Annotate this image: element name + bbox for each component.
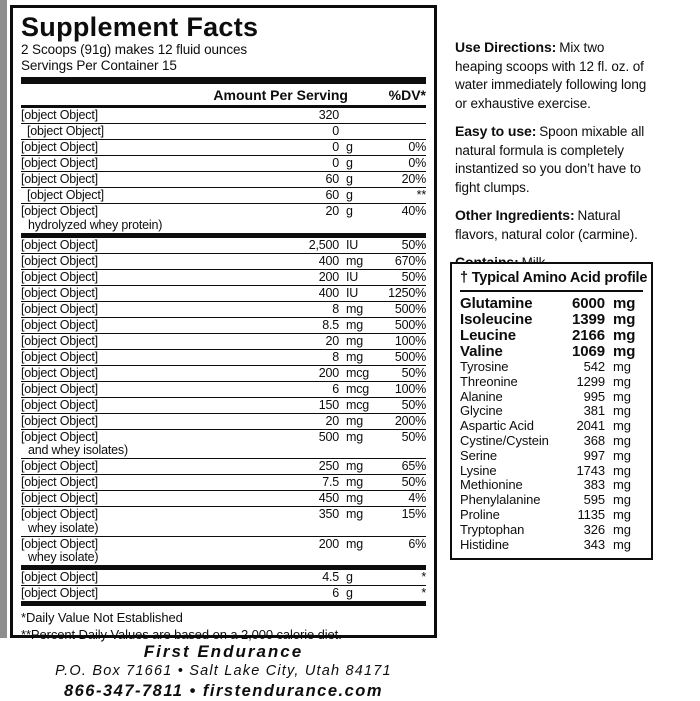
- amino-acid-row: [460, 360, 643, 375]
- brand-address: P.O. Box 71661 • Salt Lake City, Utah 84171: [55, 663, 392, 679]
- nutrient-name: [object Object] whey isolate): [21, 507, 99, 535]
- nutrient-amount: 8: [332, 301, 339, 316]
- nutrient-name: [object Object]: [27, 188, 104, 202]
- nutrient-unit: g: [346, 156, 353, 170]
- nutrient-amount: 200: [318, 365, 339, 380]
- nutrient-name: [object Object]: [21, 397, 98, 412]
- column-header-amount: Amount Per Serving: [213, 87, 348, 103]
- brand-contact: 866-347-7811 • firstendurance.com: [63, 682, 384, 700]
- nutrient-amount: 60: [325, 188, 339, 202]
- nutrient-amount: 20: [325, 413, 339, 428]
- nutrient-row: [21, 397, 426, 413]
- amino-acid-name: Proline: [460, 506, 500, 522]
- amino-acid-row: [460, 390, 643, 405]
- nutrient-name: [object Object]: [21, 301, 98, 316]
- nutrient-amount: 150: [318, 397, 339, 412]
- amino-acid-row: [460, 419, 643, 434]
- nutrient-name: [object Object] and whey isolates): [21, 429, 128, 457]
- info-paragraph: [455, 38, 653, 113]
- amino-acid-name: Serine: [460, 447, 497, 463]
- amino-acid-unit: mg: [613, 536, 631, 552]
- amino-acid-amount: 997: [583, 447, 605, 463]
- nutrient-dv: 4%: [408, 491, 426, 505]
- amino-acid-row: [460, 538, 643, 553]
- nutrient-dv: *: [421, 570, 426, 584]
- nutrient-dv: 0%: [408, 140, 426, 154]
- nutrient-row: [21, 536, 426, 566]
- nutrient-name: [object Object]: [21, 108, 98, 122]
- nutrient-row: [21, 171, 426, 187]
- nutrient-dv: 500%: [394, 301, 426, 316]
- amino-acid-unit: mg: [613, 359, 631, 374]
- amino-acid-unit: mg: [613, 418, 631, 434]
- nutrient-name: [object Object]: [21, 253, 98, 268]
- nutrient-amount: 6: [332, 381, 339, 396]
- nutrient-row: [21, 108, 426, 123]
- nutrient-unit: mcg: [346, 365, 370, 380]
- amino-acid-row: [460, 404, 643, 419]
- nutrient-row: [21, 490, 426, 506]
- nutrient-row: [21, 123, 426, 139]
- nutrient-row: [21, 458, 426, 474]
- amino-acid-unit: mg: [613, 521, 631, 537]
- nutrient-name: [object Object]: [21, 156, 98, 170]
- amino-acid-table: [460, 296, 643, 552]
- amino-acid-row: [460, 296, 643, 312]
- nutrient-dv: 100%: [394, 381, 426, 396]
- nutrient-unit: mg: [346, 317, 363, 332]
- amino-acid-name: Aspartic Acid: [460, 418, 534, 434]
- amino-acid-name: Alanine: [460, 388, 503, 404]
- nutrient-dv: 50%: [401, 237, 426, 252]
- amino-acid-amount: 1135: [577, 506, 605, 522]
- nutrient-amount: 200: [318, 536, 339, 551]
- brand-name: First Endurance: [143, 642, 304, 661]
- nutrient-row: [21, 565, 426, 585]
- nutrient-name: [object Object]: [21, 349, 98, 364]
- nutrient-amount: 250: [318, 459, 339, 473]
- nutrient-amount: 400: [318, 253, 339, 268]
- nutrient-name: [object Object]: [21, 237, 98, 252]
- amino-acid-row: [460, 478, 643, 493]
- amino-acid-name: Histidine: [460, 536, 509, 552]
- nutrient-dv: 65%: [401, 459, 426, 473]
- nutrient-unit: g: [346, 172, 353, 186]
- footer: [10, 642, 437, 701]
- footnote-calorie-diet: **Percent Daily Values are based on a 2,000 calorie diet.: [21, 627, 342, 642]
- nutrient-row: [21, 203, 426, 233]
- nutrient-name: [object Object]: [21, 285, 98, 300]
- nutrient-name: [object Object]: [21, 365, 98, 380]
- footnote-dv-not-established: *Daily Value Not Established: [21, 610, 183, 625]
- nutrient-row: [21, 285, 426, 301]
- nutrient-unit: mg: [346, 413, 363, 428]
- nutrient-unit: g: [346, 140, 353, 154]
- nutrient-row: [21, 429, 426, 459]
- nutrient-amount: 60: [325, 172, 339, 186]
- nutrient-name: [object Object]: [21, 570, 98, 584]
- nutrient-row: [21, 301, 426, 317]
- nutrient-unit: g: [346, 204, 353, 218]
- amino-acid-unit: mg: [613, 327, 636, 344]
- amino-acid-amount: 542: [583, 359, 605, 374]
- nutrient-unit: mg: [346, 536, 363, 551]
- amino-acid-unit: mg: [613, 506, 631, 522]
- nutrient-amount: 350: [318, 507, 339, 521]
- amino-acid-row: [460, 464, 643, 479]
- amino-acid-name: Cystine/Cystein: [460, 432, 549, 448]
- nutrient-dv: 100%: [394, 333, 426, 348]
- amino-acid-name: Glutamine: [460, 295, 533, 312]
- amino-acid-row: [460, 449, 643, 464]
- amino-acid-unit: mg: [613, 477, 631, 493]
- nutrient-row: [21, 585, 426, 601]
- nutrient-unit: mg: [346, 349, 363, 364]
- table-column-headers: [21, 84, 426, 105]
- amino-acid-row: [460, 508, 643, 523]
- nutrient-unit: g: [346, 586, 353, 600]
- paragraph-lead: Easy to use:: [455, 123, 537, 139]
- nutrient-unit: mcg: [346, 381, 370, 396]
- info-paragraph: [455, 122, 653, 197]
- nutrient-table: [21, 108, 426, 601]
- nutrient-dv: 200%: [394, 413, 426, 428]
- amino-acid-name: Valine: [460, 343, 503, 360]
- nutrient-dv: 500%: [394, 317, 426, 332]
- amino-acid-unit: mg: [613, 447, 631, 463]
- nutrient-row: [21, 139, 426, 155]
- nutrient-row: [21, 381, 426, 397]
- amino-acid-row: [460, 344, 643, 360]
- amino-acid-amount: 1743: [576, 462, 605, 478]
- supplement-facts-panel: [10, 5, 437, 642]
- amino-acid-unit: mg: [613, 492, 631, 508]
- nutrient-unit: mcg: [346, 397, 370, 412]
- nutrient-unit: mg: [346, 429, 363, 444]
- amino-acid-amount: 6000: [572, 295, 605, 312]
- amino-acid-name: Threonine: [460, 373, 518, 389]
- nutrient-name: [object Object]: [21, 172, 98, 186]
- amino-acid-unit: mg: [613, 373, 631, 389]
- amino-acid-name: Isoleucine: [460, 311, 533, 328]
- footnotes: [21, 601, 426, 643]
- nutrient-amount: 2,500: [308, 237, 339, 252]
- nutrient-row: [21, 365, 426, 381]
- nutrient-unit: mg: [346, 253, 363, 268]
- nutrient-unit: mg: [346, 491, 363, 505]
- amino-acid-amount: 2166: [572, 327, 605, 344]
- paragraph-text: Natural flavors, natural color (carmine).: [455, 208, 638, 242]
- nutrient-unit: IU: [346, 285, 359, 300]
- nutrient-unit: mg: [346, 459, 363, 473]
- amino-acid-row: [460, 493, 643, 508]
- nutrient-amount: 450: [318, 491, 339, 505]
- nutrient-unit: IU: [346, 237, 359, 252]
- section-divider-bar: [21, 77, 426, 84]
- nutrient-dv: 50%: [401, 475, 426, 489]
- nutrient-row: [21, 506, 426, 536]
- nutrient-dv: 500%: [394, 349, 426, 364]
- nutrient-unit: g: [346, 188, 353, 202]
- nutrient-amount: 4.5: [322, 570, 339, 584]
- nutrient-dv: 0%: [408, 156, 426, 170]
- nutrient-name: [object Object]: [21, 269, 98, 284]
- amino-acid-name: Phenylalanine: [460, 492, 541, 508]
- nutrient-name: [object Object] hydrolyzed whey protein): [21, 204, 163, 232]
- nutrient-name: [object Object]: [21, 413, 98, 428]
- nutrient-dv: 40%: [401, 204, 426, 218]
- nutrient-dv: 6%: [408, 536, 426, 551]
- nutrient-amount: 8.5: [322, 317, 339, 332]
- amino-acid-name: Lysine: [460, 462, 497, 478]
- paragraph-lead: Use Directions:: [455, 39, 557, 55]
- amino-acid-name: Glycine: [460, 403, 503, 419]
- nutrient-dv: **: [416, 188, 426, 202]
- amino-acid-name: Tyrosine: [460, 359, 509, 374]
- amino-acid-unit: mg: [613, 432, 631, 448]
- nutrient-amount: 6: [332, 586, 339, 600]
- nutrient-dv: 15%: [401, 507, 426, 521]
- serving-size-line: 2 Scoops (91g) makes 12 fluid ounces: [21, 42, 248, 57]
- amino-acid-row: [460, 434, 643, 449]
- amino-acid-name: Leucine: [460, 327, 516, 344]
- amino-acid-amount: 368: [583, 432, 605, 448]
- nutrient-row: [21, 187, 426, 203]
- nutrient-amount: 20: [325, 333, 339, 348]
- amino-acid-unit: mg: [613, 343, 636, 360]
- nutrient-row: [21, 349, 426, 365]
- nutrient-row: [21, 269, 426, 285]
- amino-acid-profile-box: [450, 262, 653, 560]
- nutrient-name: [object Object]: [21, 475, 98, 489]
- nutrient-name: [object Object]: [21, 381, 98, 396]
- amino-acid-row: [460, 375, 643, 390]
- nutrient-unit: g: [346, 570, 353, 584]
- nutrient-name: [object Object]: [21, 459, 98, 473]
- amino-acid-amount: 383: [583, 477, 605, 493]
- nutrient-dv: 50%: [401, 365, 426, 380]
- paragraph-text: Spoon mixable all natural formula is completely instantized so you don’t have to fight clumps.: [455, 124, 645, 195]
- amino-acid-row: [460, 312, 643, 328]
- nutrient-name: [object Object]: [27, 124, 104, 138]
- nutrient-row: [21, 333, 426, 349]
- nutrient-unit: mg: [346, 301, 363, 316]
- nutrient-unit: mg: [346, 333, 363, 348]
- nutrient-row: [21, 474, 426, 490]
- amino-acid-unit: mg: [613, 403, 631, 419]
- nutrient-row: [21, 317, 426, 333]
- nutrient-dv: 50%: [401, 269, 426, 284]
- nutrient-row: [21, 253, 426, 269]
- nutrient-dv: 670%: [394, 253, 426, 268]
- nutrient-name: [object Object]: [21, 491, 98, 505]
- nutrient-amount: 0: [332, 124, 339, 138]
- amino-acid-unit: mg: [613, 462, 631, 478]
- nutrient-amount: 7.5: [322, 475, 339, 489]
- nutrient-unit: IU: [346, 269, 359, 284]
- nutrient-dv: 50%: [401, 397, 426, 412]
- nutrient-name: [object Object]: [21, 586, 98, 600]
- supplement-facts-title: Supplement Facts: [21, 12, 259, 42]
- nutrient-amount: 20: [325, 204, 339, 218]
- nutrient-amount: 0: [332, 140, 339, 154]
- amino-acid-amount: 326: [583, 521, 605, 537]
- nutrient-row: [21, 233, 426, 253]
- amino-acid-amount: 1299: [576, 373, 605, 389]
- nutrient-dv: 1250%: [388, 285, 426, 300]
- amino-acid-row: [460, 328, 643, 344]
- nutrient-amount: 400: [318, 285, 339, 300]
- nutrient-name: [object Object]: [21, 333, 98, 348]
- amino-acid-unit: mg: [613, 311, 636, 328]
- amino-acid-amount: 1399: [572, 311, 605, 328]
- nutrient-amount: 200: [318, 269, 339, 284]
- nutrient-row: [21, 155, 426, 171]
- nutrient-amount: 8: [332, 349, 339, 364]
- nutrient-row: [21, 413, 426, 429]
- nutrient-unit: mg: [346, 475, 363, 489]
- nutrient-name: [object Object] whey isolate): [21, 536, 99, 564]
- column-header-dv: %DV*: [388, 87, 426, 103]
- amino-acid-amount: 381: [583, 403, 605, 419]
- nutrient-unit: mg: [346, 507, 363, 521]
- nutrient-amount: 0: [332, 156, 339, 170]
- paragraph-lead: Other Ingredients:: [455, 207, 575, 223]
- nutrient-amount: 500: [318, 429, 339, 444]
- amino-acid-amount: 1069: [572, 343, 605, 360]
- amino-acid-amount: 595: [583, 492, 605, 508]
- paragraph-text: Mix two heaping scoops with 12 fl. oz. of water immediately following long or exhaustive exercise.: [455, 40, 647, 111]
- amino-acid-amount: 343: [583, 536, 605, 552]
- amino-acid-unit: mg: [613, 388, 631, 404]
- servings-per-container-line: Servings Per Container 15: [21, 57, 177, 73]
- nutrient-name: [object Object]: [21, 140, 98, 154]
- nutrient-dv: 50%: [401, 429, 426, 444]
- label-edge-shadow: [0, 0, 7, 638]
- amino-acid-profile-title: † Typical Amino Acid profile: [460, 270, 643, 292]
- nutrient-amount: 320: [318, 108, 339, 122]
- nutrient-dv: *: [421, 586, 426, 600]
- info-paragraph: [455, 206, 653, 244]
- amino-acid-name: Methionine: [460, 477, 523, 493]
- amino-acid-unit: mg: [613, 295, 636, 312]
- nutrient-name: [object Object]: [21, 317, 98, 332]
- directions-column: [455, 38, 653, 282]
- nutrient-dv: 20%: [401, 172, 426, 186]
- amino-acid-name: Tryptophan: [460, 521, 525, 537]
- amino-acid-amount: 2041: [576, 418, 605, 434]
- amino-acid-row: [460, 523, 643, 538]
- amino-acid-amount: 995: [583, 388, 605, 404]
